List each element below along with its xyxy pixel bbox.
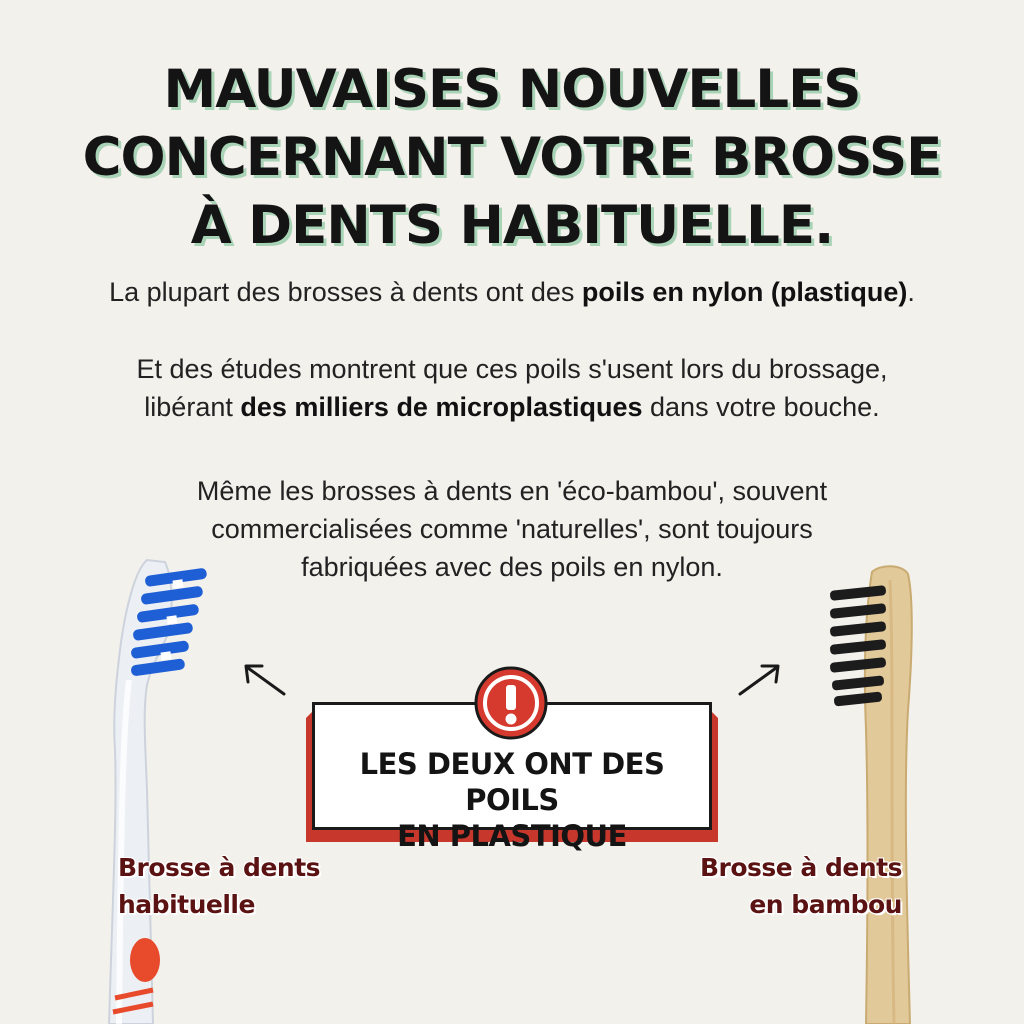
- label-regular-toothbrush: [118, 849, 320, 923]
- paragraph-bamboo-line-1: Même les brosses à dents en 'éco-bambou', souvent: [196, 476, 828, 506]
- exclamation-icon: [473, 665, 549, 741]
- label-regular-line-1: Brosse à dents: [118, 853, 321, 882]
- paragraph-nylon-end: .: [907, 277, 915, 307]
- label-regular-line-2: habituelle: [118, 890, 255, 919]
- arrow-up-right-icon: [734, 660, 784, 700]
- callout-line-1: LES DEUX ONT DES POILS: [359, 747, 665, 817]
- paragraph-studies-text: libérant: [144, 392, 241, 422]
- paragraph-studies: [40, 350, 984, 426]
- paragraph-studies-line-2: [40, 388, 984, 426]
- headline-line-1: MAUVAISES NOUVELLES: [163, 59, 861, 120]
- arrow-up-left-icon: [240, 660, 290, 700]
- plastic-toothbrush-image: [95, 550, 225, 1024]
- label-bamboo-line-2: en bambou: [749, 890, 902, 919]
- callout-line-2: EN PLASTIQUE: [397, 819, 627, 853]
- paragraph-nylon-text: La plupart des brosses à dents ont des: [109, 277, 582, 307]
- paragraph-studies-bold: des milliers de microplastiques: [240, 392, 643, 422]
- paragraph-studies-line-1: Et des études montrent que ces poils s'usent lors du brossage,: [136, 354, 888, 384]
- headline-line-3: À DENTS HABITUELLE.: [190, 195, 834, 256]
- paragraph-nylon-bold: poils en nylon (plastique): [581, 277, 908, 307]
- callout-text: [312, 746, 712, 854]
- paragraph-bamboo-line-3: fabriquées avec des poils en nylon.: [301, 552, 723, 582]
- paragraph-studies-end: dans votre bouche.: [642, 392, 880, 422]
- headline-line-2: CONCERNANT VOTRE BROSSE: [82, 127, 942, 188]
- bamboo-toothbrush-image: [820, 560, 930, 1024]
- paragraph-nylon: [40, 273, 984, 311]
- label-bamboo-line-1: Brosse à dents: [699, 853, 902, 882]
- headline: [0, 56, 1024, 260]
- label-bamboo-toothbrush: [700, 849, 902, 923]
- paragraph-bamboo-line-2: commercialisées comme 'naturelles', sont toujours: [211, 514, 813, 544]
